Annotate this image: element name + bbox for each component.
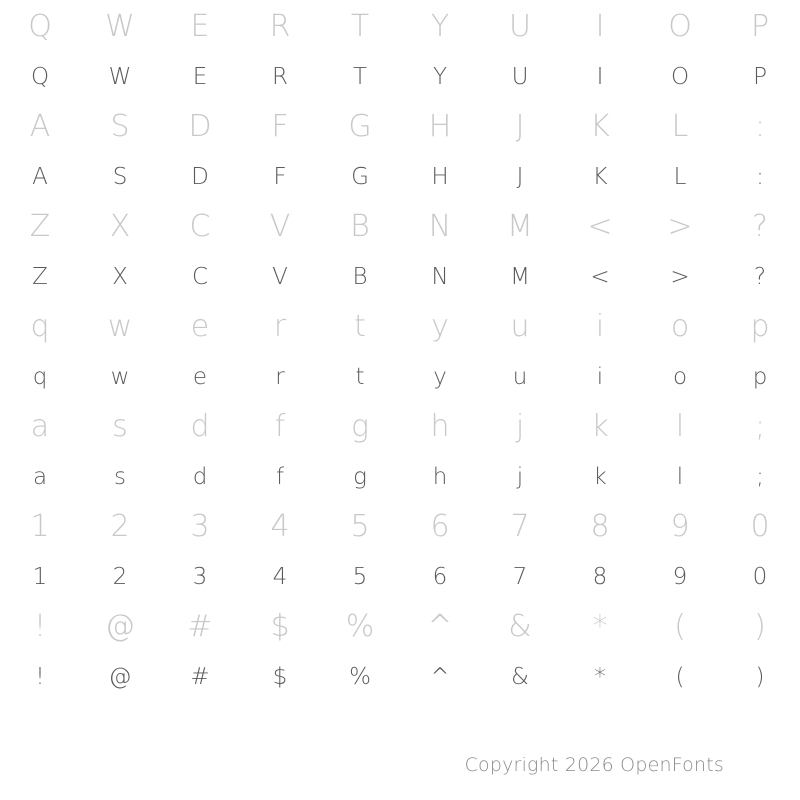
- glyph-row: [0, 502, 800, 552]
- glyph-cell: U: [509, 9, 531, 44]
- glyph-cell: #: [187, 609, 213, 644]
- glyph-cell: ?: [753, 263, 767, 290]
- glyph-cell: S: [110, 109, 130, 144]
- glyph-cell: X: [109, 209, 131, 244]
- glyph-cell: C: [191, 263, 209, 290]
- glyph-cell: 9: [670, 509, 690, 544]
- glyph-cell: t: [354, 309, 366, 344]
- glyph-cell: u: [512, 363, 528, 390]
- glyph-cell: X: [112, 263, 128, 290]
- glyph-cell: Z: [29, 209, 51, 244]
- glyph-cell: o: [672, 363, 688, 390]
- glyph-cell: d: [190, 409, 210, 444]
- glyph-cell: d: [192, 463, 208, 490]
- glyph-cell: 4: [270, 509, 290, 544]
- glyph-cell: Y: [430, 9, 450, 44]
- glyph-cell: F: [273, 163, 287, 190]
- glyph-cell: (: [675, 663, 685, 690]
- glyph-cell: :: [754, 109, 766, 144]
- glyph-cell: y: [433, 363, 447, 390]
- glyph-cell: %: [349, 663, 371, 690]
- glyph-cell: 0: [750, 509, 770, 544]
- glyph-cell: 5: [352, 563, 368, 590]
- glyph-cell: M: [507, 209, 533, 244]
- glyph-cell: p: [752, 363, 768, 390]
- glyph-cell: !: [33, 609, 47, 644]
- glyph-cell: 6: [430, 509, 450, 544]
- glyph-cell: Q: [28, 9, 52, 44]
- glyph-row: [0, 552, 800, 602]
- glyph-cell: O: [668, 9, 692, 44]
- glyph-cell: 6: [432, 563, 448, 590]
- glyph-cell: V: [269, 209, 291, 244]
- glyph-cell: h: [432, 463, 448, 490]
- glyph-cell: C: [189, 209, 211, 244]
- glyph-cell: e: [190, 309, 210, 344]
- glyph-cell: L: [671, 109, 689, 144]
- glyph-cell: r: [275, 363, 285, 390]
- glyph-cell: J: [515, 109, 525, 144]
- glyph-row: [0, 102, 800, 152]
- glyph-cell: !: [35, 663, 45, 690]
- glyph-cell: e: [192, 363, 208, 390]
- glyph-cell: W: [105, 9, 135, 44]
- glyph-cell: E: [190, 9, 210, 44]
- glyph-row: [0, 402, 800, 452]
- glyph-cell: 1: [32, 563, 48, 590]
- glyph-cell: 1: [30, 509, 50, 544]
- glyph-cell: K: [590, 109, 610, 144]
- glyph-cell: H: [428, 109, 452, 144]
- glyph-row: [0, 602, 800, 652]
- glyph-cell: H: [431, 163, 449, 190]
- glyph-cell: u: [510, 309, 530, 344]
- glyph-cell: Q: [30, 63, 50, 90]
- glyph-cell: :: [756, 163, 764, 190]
- glyph-cell: B: [352, 263, 368, 290]
- glyph-cell: k: [593, 463, 607, 490]
- glyph-cell: E: [192, 63, 208, 90]
- glyph-row: [0, 302, 800, 352]
- glyph-row: [0, 202, 800, 252]
- glyph-cell: K: [592, 163, 608, 190]
- glyph-cell: ): [754, 609, 766, 644]
- glyph-cell: I: [596, 63, 604, 90]
- glyph-cell: s: [112, 409, 128, 444]
- glyph-cell: >: [670, 263, 690, 290]
- glyph-cell: 2: [112, 563, 128, 590]
- glyph-cell: ?: [752, 209, 768, 244]
- glyph-cell: G: [348, 109, 372, 144]
- glyph-row: [0, 352, 800, 402]
- glyph-cell: r: [273, 309, 287, 344]
- glyph-cell: @: [108, 663, 132, 690]
- glyph-cell: J: [516, 163, 524, 190]
- glyph-cell: #: [190, 663, 210, 690]
- glyph-cell: 7: [512, 563, 528, 590]
- glyph-cell: *: [594, 663, 606, 690]
- glyph-row: [0, 2, 800, 52]
- glyph-cell: Z: [32, 263, 48, 290]
- glyph-cell: P: [750, 9, 770, 44]
- glyph-cell: <: [590, 263, 610, 290]
- glyph-row: [0, 152, 800, 202]
- glyph-cell: s: [114, 463, 126, 490]
- glyph-cell: y: [431, 309, 449, 344]
- glyph-cell: f: [274, 409, 286, 444]
- glyph-cell: o: [670, 309, 690, 344]
- glyph-cell: @: [105, 609, 135, 644]
- glyph-cell: G: [351, 163, 369, 190]
- glyph-cell: i: [595, 309, 605, 344]
- glyph-cell: S: [112, 163, 128, 190]
- glyph-row: [0, 252, 800, 302]
- glyph-cell: %: [345, 609, 375, 644]
- glyph-cell: q: [32, 363, 48, 390]
- glyph-cell: R: [272, 63, 288, 90]
- glyph-cell: R: [269, 9, 291, 44]
- glyph-cell: p: [750, 309, 770, 344]
- glyph-cell: V: [272, 263, 288, 290]
- glyph-cell: 7: [510, 509, 530, 544]
- glyph-cell: 2: [110, 509, 130, 544]
- glyph-cell: F: [271, 109, 289, 144]
- glyph-cell: P: [753, 63, 767, 90]
- glyph-cell: O: [670, 63, 690, 90]
- glyph-cell: (: [674, 609, 686, 644]
- glyph-cell: L: [673, 163, 687, 190]
- glyph-cell: 8: [590, 509, 610, 544]
- glyph-cell: ): [755, 663, 765, 690]
- glyph-cell: A: [29, 109, 51, 144]
- glyph-cell: M: [510, 263, 530, 290]
- glyph-cell: 8: [592, 563, 608, 590]
- glyph-cell: &: [508, 609, 532, 644]
- glyph-cell: T: [350, 9, 370, 44]
- glyph-cell: j: [515, 409, 525, 444]
- glyph-cell: ;: [754, 409, 766, 444]
- glyph-cell: Y: [432, 63, 448, 90]
- glyph-cell: A: [32, 163, 48, 190]
- glyph-cell: $: [272, 663, 288, 690]
- glyph-cell: ;: [756, 463, 764, 490]
- glyph-cell: 3: [190, 509, 210, 544]
- glyph-cell: 4: [272, 563, 288, 590]
- glyph-cell: w: [110, 363, 130, 390]
- glyph-cell: f: [275, 463, 285, 490]
- glyph-cell: 5: [350, 509, 370, 544]
- glyph-cell: 9: [672, 563, 688, 590]
- glyph-cell: D: [188, 109, 212, 144]
- glyph-cell: t: [355, 363, 365, 390]
- glyph-cell: q: [30, 309, 50, 344]
- glyph-cell: a: [32, 463, 48, 490]
- glyph-cell: a: [30, 409, 50, 444]
- glyph-cell: h: [430, 409, 450, 444]
- glyph-cell: g: [350, 409, 369, 444]
- glyph-cell: j: [516, 463, 524, 490]
- glyph-cell: 0: [752, 563, 768, 590]
- glyph-cell: ^: [430, 663, 450, 690]
- glyph-cell: g: [353, 463, 367, 490]
- glyph-cell: &: [511, 663, 529, 690]
- glyph-cell: N: [431, 263, 449, 290]
- glyph-cell: B: [350, 209, 370, 244]
- glyph-cell: N: [428, 209, 452, 244]
- glyph-cell: U: [511, 63, 529, 90]
- glyph-cell: k: [591, 409, 609, 444]
- glyph-cell: *: [592, 609, 608, 644]
- glyph-cell: 3: [192, 563, 208, 590]
- glyph-row: [0, 52, 800, 102]
- glyph-cell: l: [675, 409, 685, 444]
- glyph-cell: I: [595, 9, 605, 44]
- glyph-cell: <: [587, 209, 613, 244]
- glyph-cell: T: [352, 63, 368, 90]
- glyph-cell: D: [191, 163, 209, 190]
- glyph-row: [0, 452, 800, 502]
- glyph-cell: W: [108, 63, 132, 90]
- glyph-cell: >: [667, 209, 693, 244]
- glyph-row: [0, 652, 800, 702]
- glyph-cell: w: [107, 309, 133, 344]
- glyph-cell: l: [676, 463, 684, 490]
- glyph-cell: ^: [427, 609, 453, 644]
- glyph-cell: i: [596, 363, 604, 390]
- glyph-cell: $: [270, 609, 290, 644]
- copyright-notice: Copyright 2026 OpenFonts: [464, 754, 724, 776]
